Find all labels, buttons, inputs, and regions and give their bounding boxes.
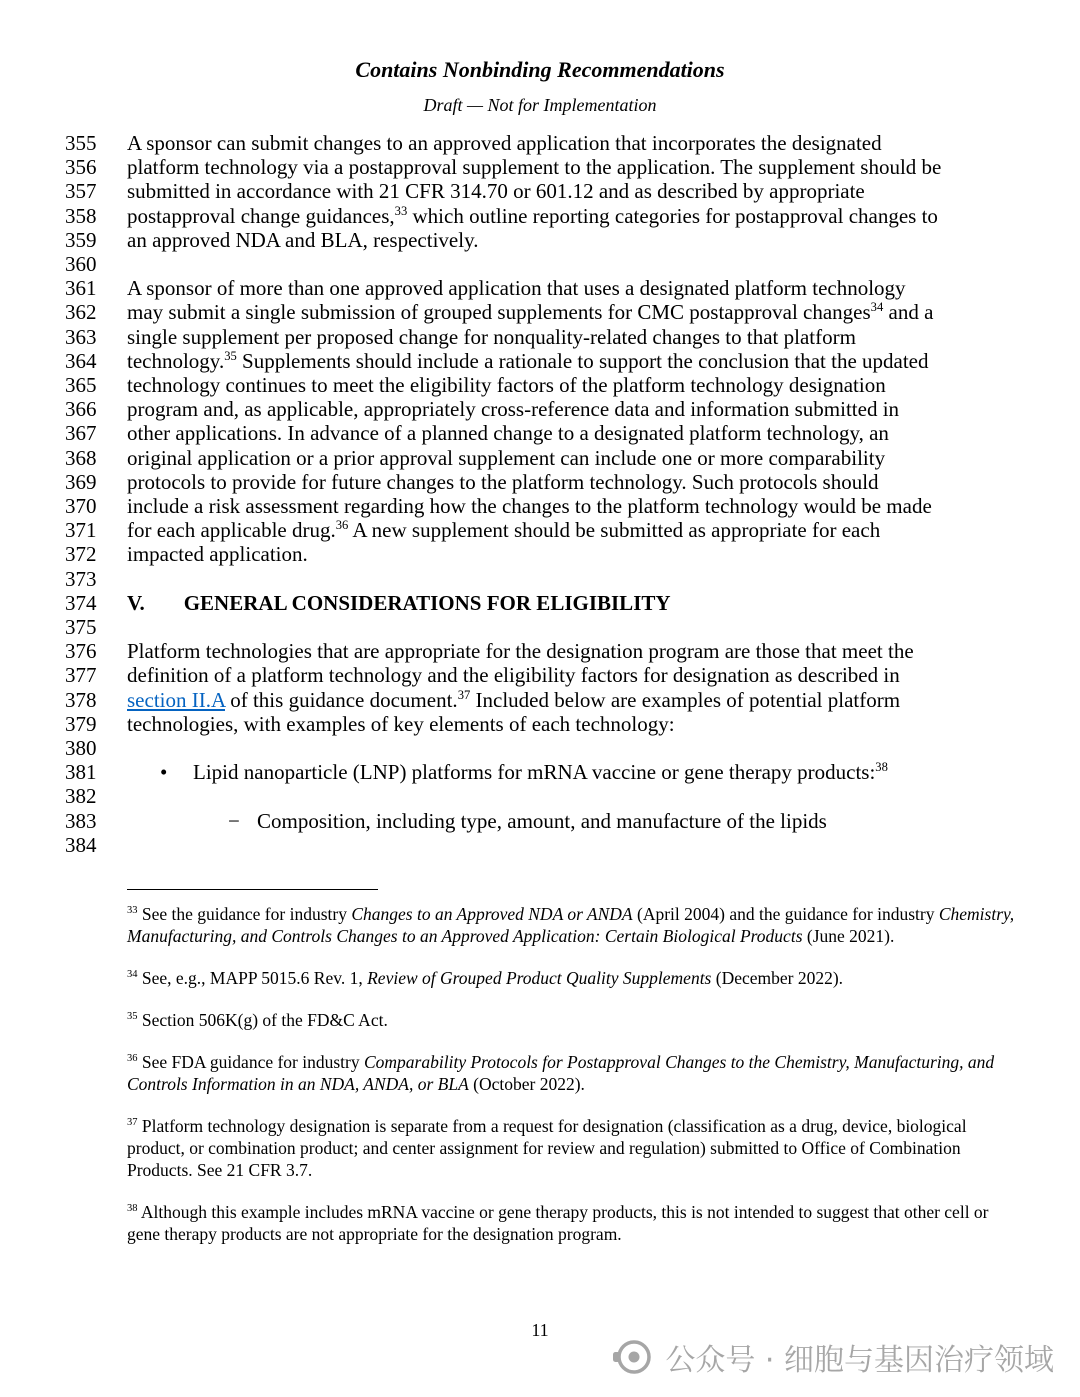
body-line-384 — [0, 833, 1080, 857]
footnote-ref: 36 — [335, 518, 349, 533]
line-number: 355 — [65, 131, 97, 155]
text-segment: Although this example includes mRNA vaccine or gene therapy products, this is not intended to suggest that other cell or gene therapy products are not appropriate for the designation program. — [127, 1202, 989, 1245]
body-line-363 — [0, 325, 1080, 349]
line-number: 375 — [65, 615, 97, 640]
body-line-380 — [0, 736, 1080, 760]
line-number: 382 — [65, 784, 97, 809]
line-number: 366 — [65, 397, 97, 422]
text-segment: See FDA guidance for industry — [137, 1052, 364, 1073]
text-segment: Section 506K(g) of the FD&C Act. — [137, 1010, 388, 1031]
line-number: 369 — [65, 469, 97, 494]
line-number: 362 — [65, 300, 97, 325]
body-line-370 — [0, 494, 1080, 518]
footnote-36 — [127, 1051, 1016, 1095]
text-segment: Composition, including type, amount, and manufacture of the lipids — [257, 808, 827, 833]
footnote-marker: 37 — [127, 1117, 138, 1129]
body-line-368 — [0, 446, 1080, 470]
body-line-379 — [0, 712, 1080, 736]
line-number: 356 — [65, 155, 97, 180]
text-segment: single supplement per proposed change for nonquality-related changes to that platform — [127, 324, 856, 349]
line-text — [127, 494, 1080, 518]
line-text — [127, 760, 1080, 784]
text-segment: V. — [127, 590, 145, 615]
text-segment: for each applicable drug. — [127, 518, 336, 543]
text-segment: postapproval change guidances, — [127, 203, 395, 228]
body-line-376 — [0, 639, 1080, 663]
line-number: 370 — [65, 494, 97, 519]
line-number: 365 — [65, 373, 97, 398]
footnote-ref: 38 — [875, 760, 888, 775]
body-line-362 — [0, 300, 1080, 324]
line-text — [127, 567, 1080, 591]
text-segment: Supplements should include a rationale to support the conclusion that the updated — [236, 348, 929, 373]
line-text — [127, 325, 1080, 349]
line-number: 381 — [65, 760, 97, 785]
line-text — [127, 542, 1080, 566]
text-segment: Review of Grouped Product Quality Supplements — [367, 968, 712, 989]
line-text — [127, 252, 1080, 276]
footnote-ref: 33 — [394, 203, 408, 218]
body-line-373 — [0, 567, 1080, 591]
footnote-marker: 38 — [127, 1203, 138, 1215]
line-number: 374 — [65, 590, 97, 615]
line-number: 376 — [65, 639, 97, 664]
body-line-366 — [0, 397, 1080, 421]
footnote-marker: 33 — [127, 905, 138, 917]
text-segment: an approved NDA and BLA, respectively. — [127, 227, 479, 252]
page-header — [0, 0, 1080, 116]
line-text — [127, 736, 1080, 760]
text-segment: Platform technology designation is separate from a request for designation (classification as a drug, device, biological product, or combination product; and center assignment for review and regulation) submitted to Office of Combination Products. See 21 CFR 3.7. — [127, 1116, 967, 1181]
line-text — [127, 833, 1080, 857]
line-text — [127, 639, 1080, 663]
line-text — [127, 518, 1080, 542]
footnote-37 — [127, 1115, 1016, 1181]
doc-header-title: Contains Nonbinding Recommendations — [355, 57, 725, 82]
text-segment: See, e.g., MAPP 5015.6 Rev. 1, — [137, 968, 368, 989]
line-text — [127, 228, 1080, 252]
body-line-358 — [0, 204, 1080, 228]
footnote-33 — [127, 903, 1016, 947]
line-number: 383 — [65, 808, 97, 833]
body-line-364 — [0, 349, 1080, 373]
line-text — [127, 131, 1080, 155]
line-number: 359 — [65, 227, 97, 252]
text-segment: Platform technologies that are appropriate for the designation program are those that meet the — [127, 639, 914, 664]
body-line-375 — [0, 615, 1080, 639]
watermark — [613, 1335, 1054, 1379]
watermark-text: 公众号 · 细胞与基因治疗领域 — [665, 1343, 1054, 1378]
line-text — [127, 663, 1080, 687]
page-number: 11 — [531, 1320, 549, 1340]
text-segment: technology. — [127, 348, 225, 373]
line-text — [127, 470, 1080, 494]
text-segment: A sponsor of more than one approved application that uses a designated platform technology — [127, 276, 906, 301]
text-segment: (October 2022). — [468, 1074, 585, 1095]
line-number: 368 — [65, 445, 97, 470]
line-number: 363 — [65, 324, 97, 349]
text-segment: technology continues to meet the eligibility factors of the platform technology designation — [127, 373, 886, 398]
line-number: 364 — [65, 348, 97, 373]
line-text — [127, 155, 1080, 179]
text-segment: (April 2004) and the guidance for industry — [632, 904, 939, 925]
text-segment: See the guidance for industry — [137, 904, 352, 925]
body-line-359 — [0, 228, 1080, 252]
footnote-marker: 36 — [127, 1053, 138, 1065]
text-segment: and a — [883, 300, 934, 325]
text-segment: A new supplement should be submitted as appropriate for each — [348, 518, 881, 543]
line-number: 361 — [65, 276, 97, 301]
footnote-38 — [127, 1201, 1016, 1245]
line-text — [127, 300, 1080, 324]
footnote-35 — [127, 1009, 1016, 1031]
line-text — [127, 615, 1080, 639]
text-segment: Chemistry, Manufacturing, and Controls Changes to an Approved Application: Certain Biological Products — [127, 904, 1015, 947]
footnote-ref: 37 — [457, 687, 471, 702]
text-segment: other applications. In advance of a planned change to a designated platform technology, an — [127, 421, 889, 446]
text-segment: Included below are examples of potential platform — [470, 687, 901, 712]
line-text — [127, 712, 1080, 736]
text-segment: Changes to an Approved NDA or ANDA — [351, 904, 633, 925]
body-line-382 — [0, 784, 1080, 808]
section-iia-link[interactable]: section II.A — [127, 687, 225, 712]
line-number: 358 — [65, 203, 97, 228]
body-lines — [0, 131, 1080, 857]
text-segment: of this guidance document. — [224, 687, 458, 712]
footnote-ref: 34 — [870, 300, 884, 315]
line-number: 360 — [65, 252, 97, 277]
line-text — [127, 204, 1080, 228]
line-text — [127, 373, 1080, 397]
text-segment: A sponsor can submit changes to an approved application that incorporates the designated — [127, 131, 882, 155]
body-line-367 — [0, 421, 1080, 445]
line-number: 367 — [65, 421, 97, 446]
text-segment: impacted application. — [127, 542, 308, 567]
body-line-377 — [0, 663, 1080, 687]
line-number: 377 — [65, 663, 97, 688]
text-segment: platform technology via a postapproval supplement to the application. The supplement should be — [127, 155, 942, 180]
footnote-marker: 34 — [127, 969, 138, 981]
text-segment: which outline reporting categories for postapproval changes to — [407, 203, 938, 228]
camera-icon — [613, 1337, 653, 1377]
footnote-ref: 35 — [224, 348, 237, 363]
text-segment: (June 2021). — [802, 926, 895, 947]
body-line-355 — [0, 131, 1080, 155]
text-segment: original application or a prior approval supplement can include one or more comparability — [127, 445, 886, 470]
line-text — [127, 784, 1080, 808]
text-segment: Lipid nanoparticle (LNP) platforms for mRNA vaccine or gene therapy products: — [193, 760, 876, 785]
line-number: 379 — [65, 711, 97, 736]
body-line-369 — [0, 470, 1080, 494]
footnote-marker: 35 — [127, 1011, 138, 1023]
footnotes-list — [127, 903, 1016, 1245]
body-line-357 — [0, 179, 1080, 203]
line-text — [127, 421, 1080, 445]
line-text — [127, 179, 1080, 203]
body-line-361 — [0, 276, 1080, 300]
line-text — [127, 446, 1080, 470]
line-text — [127, 688, 1080, 712]
body-line-374 — [0, 591, 1080, 615]
footnote-34 — [127, 967, 1016, 989]
body-line-378 — [0, 688, 1080, 712]
line-text — [127, 397, 1080, 421]
line-number: 378 — [65, 687, 97, 712]
body-line-371 — [0, 518, 1080, 542]
line-number: 373 — [65, 566, 97, 591]
body-line-365 — [0, 373, 1080, 397]
text-segment: definition of a platform technology and the eligibility factors for designation as described in — [127, 663, 900, 688]
text-segment: (December 2022). — [711, 968, 844, 989]
line-text — [127, 276, 1080, 300]
footnote-separator — [127, 889, 378, 890]
line-text — [127, 349, 1080, 373]
text-segment: submitted in accordance with 21 CFR 314.70 or 601.12 and as described by appropriate — [127, 179, 865, 204]
text-segment: Comparability Protocols for Postapproval Changes to the Chemistry, Manufacturing, and Controls Information in an NDA, ANDA, or BLA — [127, 1052, 995, 1095]
line-number: 357 — [65, 179, 97, 204]
text-segment: program and, as applicable, appropriately cross-reference data and information submitted in — [127, 397, 900, 422]
line-number: 384 — [65, 832, 97, 857]
line-number: 380 — [65, 736, 97, 761]
line-text — [127, 809, 1080, 833]
text-segment: protocols to provide for future changes to the platform technology. Such protocols should — [127, 469, 879, 494]
text-segment: technologies, with examples of key elements of each technology: — [127, 711, 675, 736]
text-segment: include a risk assessment regarding how the changes to the platform technology would be made — [127, 494, 932, 519]
doc-header-subtitle: Draft — Not for Implementation — [423, 95, 657, 115]
list-marker: • — [160, 760, 168, 785]
body-line-372 — [0, 542, 1080, 566]
line-number: 371 — [65, 518, 97, 543]
text-segment: may submit a single submission of grouped supplements for CMC postapproval changes — [127, 300, 871, 325]
body-line-381 — [0, 760, 1080, 784]
line-number: 372 — [65, 542, 97, 567]
text-segment: GENERAL CONSIDERATIONS FOR ELIGIBILITY — [183, 590, 671, 615]
body-line-356 — [0, 155, 1080, 179]
body-line-383 — [0, 809, 1080, 833]
line-text — [127, 591, 1080, 615]
list-marker: − — [228, 808, 240, 833]
footnotes-section — [0, 889, 1080, 1245]
body-line-360 — [0, 252, 1080, 276]
